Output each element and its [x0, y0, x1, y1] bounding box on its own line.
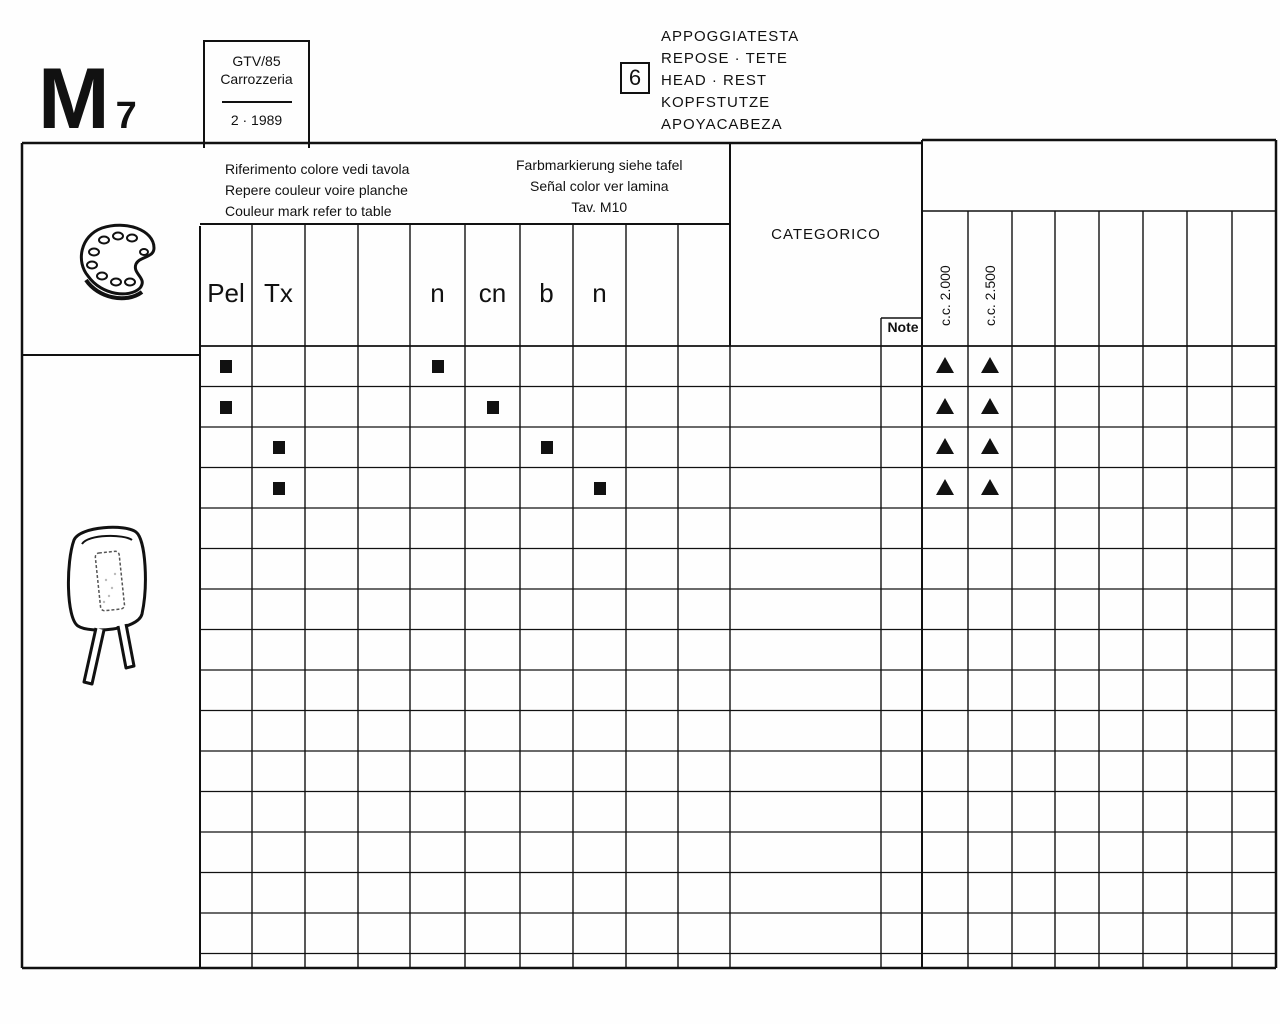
- variant-marker: [936, 438, 954, 454]
- headrest-icon: [60, 522, 170, 692]
- color-marker: [594, 482, 606, 495]
- categorico-label: CATEGORICO: [771, 226, 881, 243]
- variant-marker: [936, 398, 954, 414]
- color-column-header: Tx: [264, 278, 293, 308]
- color-ref-fr: Repere couleur voire planche: [225, 182, 408, 198]
- variant-marker: [981, 479, 999, 495]
- group-name-fr: REPOSE · TETE: [661, 50, 788, 67]
- color-marker: [432, 360, 444, 373]
- page-letter: M: [38, 51, 106, 147]
- section-label: Carrozzeria: [220, 71, 293, 87]
- color-column-header: n: [592, 278, 607, 308]
- color-reference-right: [516, 155, 683, 218]
- palette-icon: [74, 218, 164, 302]
- color-ref-es: Señal color ver lamina: [530, 178, 669, 194]
- color-column-header: Pel: [207, 278, 245, 308]
- variant-marker: [936, 357, 954, 373]
- page-number: 7: [115, 95, 137, 137]
- variant-column-header: c.c. 2.000: [937, 265, 953, 326]
- color-ref-it: Riferimento colore vedi tavola: [225, 161, 410, 177]
- color-marker: [220, 360, 232, 373]
- variant-marker: [981, 438, 999, 454]
- variant-marker: [936, 479, 954, 495]
- group-name-en: HEAD · REST: [661, 72, 768, 89]
- color-marker: [541, 441, 553, 454]
- color-marker: [487, 401, 499, 414]
- date-label: 2 · 1989: [230, 112, 283, 128]
- group-number: 6: [620, 62, 650, 94]
- variant-marker: [981, 357, 999, 373]
- color-marker: [273, 482, 285, 495]
- color-ref-en: Couleur mark refer to table: [225, 203, 392, 219]
- color-ref-table: Tav. M10: [571, 199, 628, 215]
- color-reference-left: [225, 159, 409, 222]
- color-ref-de: Farbmarkierung siehe tafel: [516, 157, 683, 173]
- color-marker: [273, 441, 285, 454]
- variant-marker: [981, 398, 999, 414]
- color-column-header: n: [430, 278, 445, 308]
- variant-column-header: c.c. 2.500: [982, 265, 998, 326]
- group-name-it: APPOGGIATESTA: [661, 28, 800, 45]
- group-name-es: APOYACABEZA: [661, 116, 783, 133]
- model-label: GTV/85: [232, 53, 281, 69]
- color-marker: [220, 401, 232, 414]
- color-column-header: b: [539, 278, 554, 308]
- note-label: Note: [887, 319, 919, 335]
- group-name-de: KOPFSTUTZE: [661, 94, 771, 111]
- color-column-header: cn: [478, 278, 507, 308]
